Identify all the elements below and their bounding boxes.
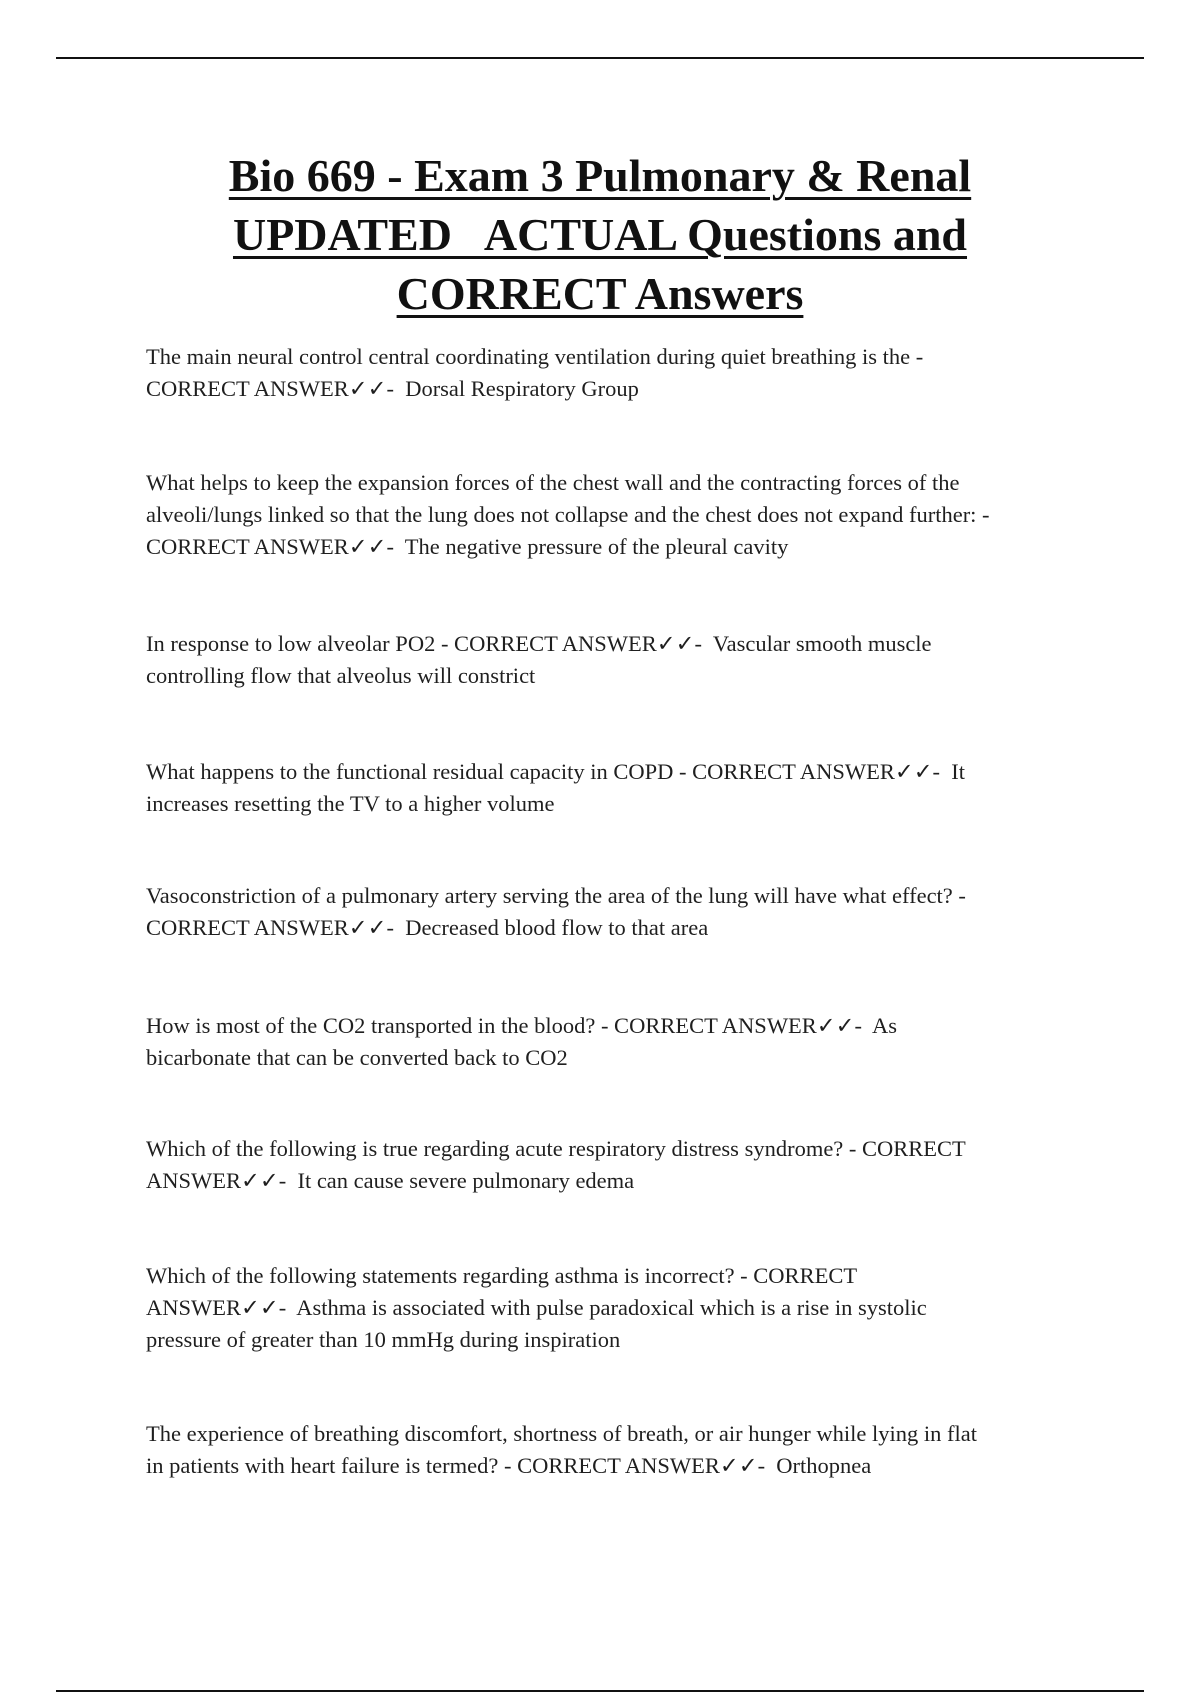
title-line: Bio 669 - Exam 3 Pulmonary & Renal xyxy=(228,150,972,201)
qa-line: CORRECT ANSWER✓✓- Dorsal Respiratory Group xyxy=(146,376,639,401)
qa-item xyxy=(146,341,1076,405)
qa-line: What helps to keep the expansion forces of the chest wall and the contracting forces of the xyxy=(146,470,960,495)
title-line: CORRECT Answers xyxy=(396,268,804,319)
qa-line: The main neural control central coordinating ventilation during quiet breathing is the - xyxy=(146,344,924,369)
qa-item xyxy=(146,1010,1076,1074)
qa-line: In response to low alveolar PO2 - CORRECT ANSWER✓✓- Vascular smooth muscle xyxy=(146,631,932,656)
document-title xyxy=(100,146,1100,323)
qa-item xyxy=(146,1133,1076,1197)
qa-line: pressure of greater than 10 mmHg during inspiration xyxy=(146,1327,621,1352)
qa-line: Which of the following statements regarding asthma is incorrect? - CORRECT xyxy=(146,1263,858,1288)
qa-line: Which of the following is true regarding acute respiratory distress syndrome? - CORRECT xyxy=(146,1136,966,1161)
qa-item xyxy=(146,756,1076,820)
qa-line: Vasoconstriction of a pulmonary artery serving the area of the lung will have what effect? - xyxy=(146,883,966,908)
title-line: UPDATED ACTUAL Questions and xyxy=(232,209,968,260)
qa-line: controlling flow that alveolus will constrict xyxy=(146,663,536,688)
qa-line: The experience of breathing discomfort, shortness of breath, or air hunger while lying in flat xyxy=(146,1421,977,1446)
qa-line: in patients with heart failure is termed? - CORRECT ANSWER✓✓- Orthopnea xyxy=(146,1453,872,1478)
qa-item xyxy=(146,467,1076,563)
qa-line: How is most of the CO2 transported in the blood? - CORRECT ANSWER✓✓- As xyxy=(146,1013,898,1038)
qa-item xyxy=(146,1260,1076,1356)
qa-line: ANSWER✓✓- Asthma is associated with pulse paradoxical which is a rise in systolic xyxy=(146,1295,927,1320)
qa-line: CORRECT ANSWER✓✓- The negative pressure of the pleural cavity xyxy=(146,534,789,559)
qa-line: bicarbonate that can be converted back to CO2 xyxy=(146,1045,568,1070)
qa-line: ANSWER✓✓- It can cause severe pulmonary edema xyxy=(146,1168,635,1193)
top-rule xyxy=(56,57,1144,59)
qa-item xyxy=(146,628,1076,692)
qa-line: increases resetting the TV to a higher volume xyxy=(146,791,555,816)
bottom-rule xyxy=(56,1690,1144,1692)
qa-line: What happens to the functional residual capacity in COPD - CORRECT ANSWER✓✓- It xyxy=(146,759,966,784)
qa-item xyxy=(146,880,1076,944)
qa-line: CORRECT ANSWER✓✓- Decreased blood flow to that area xyxy=(146,915,709,940)
qa-line: alveoli/lungs linked so that the lung does not collapse and the chest does not expand further: - xyxy=(146,502,990,527)
qa-item xyxy=(146,1418,1076,1482)
